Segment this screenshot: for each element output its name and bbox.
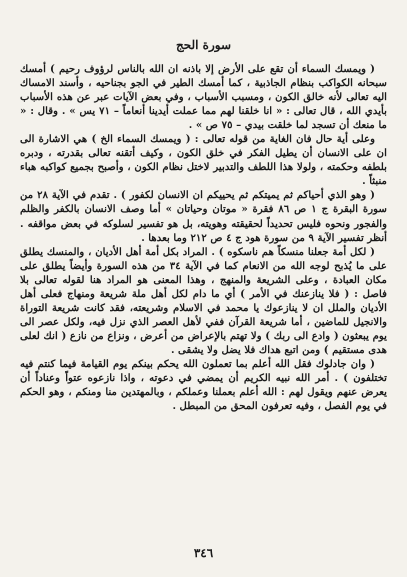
- page-number: ٣٤٦: [193, 546, 214, 560]
- surah-title-header: سورة الحج: [176, 38, 231, 52]
- paragraph-2: وعلى أية حال فان الغاية من قوله تعالى : ( ويمسك السماء الخ ) هي الاشارة الى ان على الانسان أن يطيل الفكر في خلق الكون ، وكيف أتقنه تعالى بقدرته ، ودبره بلطفه وحكمته ، ولولا هذا اللطف والتدبير لاختل نظام الكون ، وأصبح بجميع كواكبه هباء منبثاً .: [20, 133, 387, 188]
- paragraph-3: ( وهو الذي أحياكم ثم يميتكم ثم يحييكم ان الانسان لكفور ) . تقدم في الآية ٢٨ من سورة البقرة ج ١ ص ٨٦ فقرة « موتان وحياتان » أما وصف الانسان بالكفر والظلم والفجور ونحوه فليس تحديداً لحقيقته وهويته، بل هو تفسير لسلوكه في بعض مواقفه . أنظر تفسير الآية ٩ من سورة هود ج ٤ ص ٢١٢ وما بعدها .: [20, 189, 387, 244]
- paragraph-5: ( وان جادلوك فقل الله أعلم بما تعملون الله يحكم بينكم يوم القيامة فيما كنتم فيه تختلفون ) . أمر الله نبيه الكريم أن يمضي في دعوته ، واذا نازعوه عتواً وعناداً أن يعرض عنهم ويقول لهم : الله أعلم بعملنا وعملكم ، وبالمهتدين منا ومنكم ، وهو الحكم في يوم الفصل ، وفيه تعرفون المحق من المبطل .: [20, 357, 387, 413]
- tafsir-body-text: [20, 62, 387, 413]
- paragraph-1: ( ويمسك السماء أن تقع على الأرض إلا باذنه ان الله بالناس لرؤوف رحيم ) أمسك سبحانه الكواكب بنظام الجاذبية ، كما أمسك الطير في الجو بجناحيه ، وأسند الامساك اليه تعالى لأنه خالق الكون ، ومسبب الأسباب ، وفي بعض الآيات عبر عن هذه الأسباب بأيدي الله ، قال تعالى : « انا خلقنا لهم مما عملت أيدينا أنعاماً – ٧١ يس » . وقال : « ما منعك أن تسجد لما خلقت بيدي – ٧٥ ص » .: [20, 63, 387, 132]
- paragraph-4: ( لكل أمة جعلنا منسكاً هم ناسكوه ) . المراد بكل أمة أهل الأديان ، والمنسك يطلق على ما يُذبح لوجه الله من الانعام كما في الآية ٣٤ من هذه السورة وأيضاً يطلق على مكان العبادة ، وعلى الشريعة والمنهج ، وهذا المعنى هو المراد هنا لقوله تعالى بلا فاصل : ( فلا ينازعنك في الأمر ) أي ما دام لكل أهل ملة شريعة ومنهاج فعلى أهل الأديان والملل ان لا ينازعوك يا محمد في الاسلام وشريعته، فقد كانت شريعة التوراة والانجيل للماضين ، أما شريعة القرآن ففي لأهل العصر الذي نزل فيه، ولكل عصر الى يوم يبعثون ( وادع الى ربك ) ولا تهتم بالإعراض من أعرض ، ونزاع من نازع ( انك لعلى هدى مستقيم ) ومن اتبع هداك فلا يضل ولا يشقى .: [20, 245, 387, 356]
